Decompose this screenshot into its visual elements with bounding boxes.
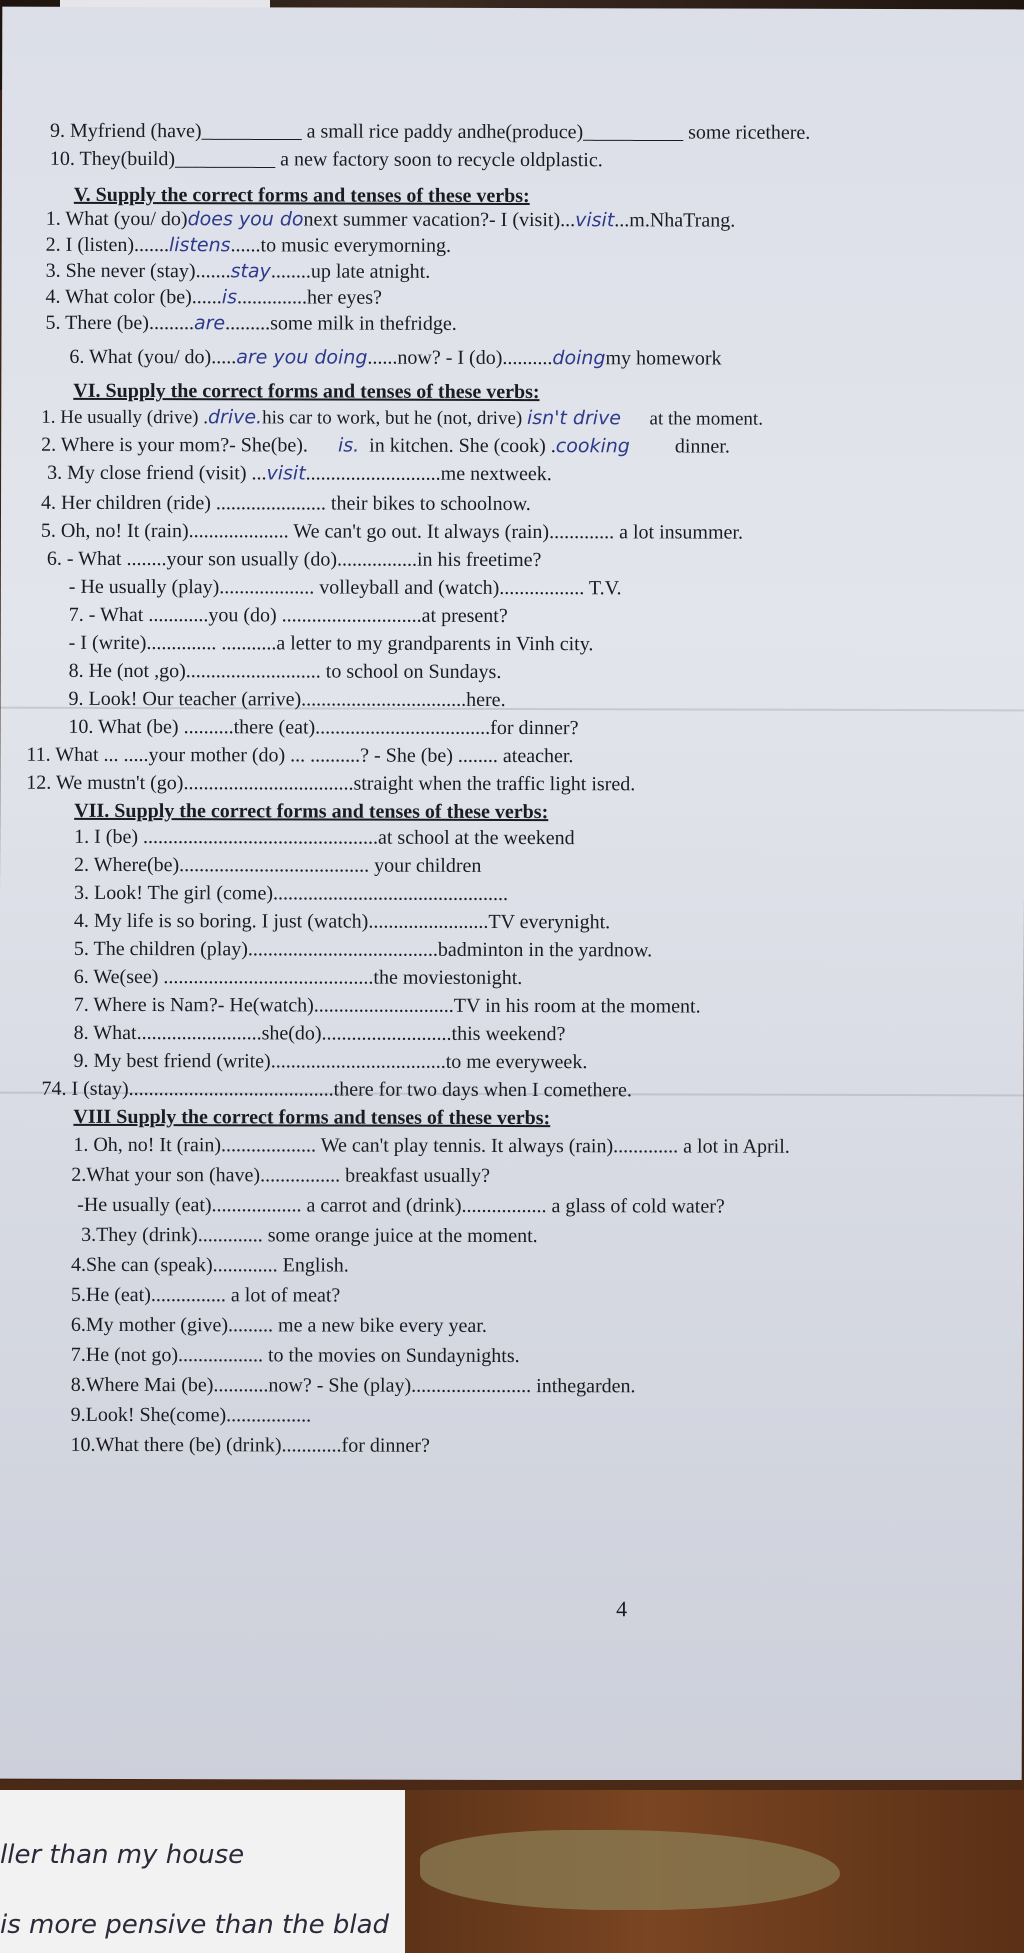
exercise-line: 5.He (eat)............... a lot of meat? [70, 1283, 341, 1307]
worksheet-content [0, 7, 1024, 1782]
exercise-line: 2. Where is your mom?- She(be). is. in kitchen. She (cook) .cooking dinner. [41, 433, 730, 458]
exercise-line: 9. Myfriend (have)__________ a small rice paddy andhe(produce)__________ some ricethere. [49, 119, 811, 144]
worksheet-page [0, 7, 1024, 1782]
exercise-line: 2. Where(be)...................................... your children [74, 853, 482, 877]
exercise-line: 1. I (be) ...............................................at school at the weekend [74, 825, 575, 850]
handwritten-answer: is [221, 286, 238, 309]
exercise-line: 1. What (you/ do)does you donext summer vacation?- I (visit)...visit...m.NhaTrang. [45, 207, 736, 232]
exercise-line: 3.They (drink)............. some orange juice at the moment. [81, 1223, 538, 1248]
handwritten-answer: does you do [187, 208, 304, 231]
exercise-line: 5. There (be).........are.........some milk in thefridge. [45, 311, 457, 335]
exercise-line: 5. Oh, no! It (rain).................... We can't go out. It always (rain)............. a lot insummer. [40, 519, 744, 544]
exercise-line: 8. He (not ,go)........................... to school on Sundays. [68, 659, 502, 683]
exercise-line: 8. What.........................she(do)..........................this weekend? [73, 1021, 566, 1046]
exercise-line: 8.Where Mai (be)...........now? - She (play)........................ inthegarden. [70, 1373, 636, 1398]
exercise-line: 4. My life is so boring. I just (watch)........................TV everynight. [73, 909, 611, 934]
exercise-line: 3. Look! The girl (come)............................................... [73, 881, 509, 905]
handwritten-note [0, 1790, 405, 1953]
exercise-line: 2. I (listen).......listens......to music everymorning. [45, 233, 452, 257]
exercise-line: 7.He (not go)................. to the movies on Sundaynights. [70, 1343, 520, 1368]
exercise-line: 10.What there (be) (drink)............for dinner? [70, 1433, 430, 1457]
exercise-line: 4.She can (speak)............. English. [70, 1253, 349, 1277]
exercise-line: 1. He usually (drive) .drive.his car to work, but he (not, drive) isn't drive at the moment. [41, 406, 764, 430]
handwritten-answer: are you doing [236, 346, 368, 369]
exercise-line: -He usually (eat).................. a carrot and (drink)................. a glass of cold water? [77, 1193, 725, 1218]
handwritten-answer: doing [552, 347, 606, 370]
section-heading: V. Supply the correct forms and tenses of these verbs: [73, 183, 530, 208]
handwritten-answer: listens [168, 234, 231, 257]
exercise-line: 74. I (stay).........................................there for two days when I comethere. [41, 1077, 632, 1102]
page-number: 4 [616, 1596, 628, 1622]
handwritten-answer: is. [337, 434, 360, 457]
handwritten-answer: drive. [207, 406, 263, 429]
exercise-line: 3. She never (stay).......stay........up late atnight. [45, 259, 431, 283]
exercise-line: 6.My mother (give)......... me a new bike every year. [70, 1313, 487, 1337]
exercise-line: 11. What ... .....your mother (do) ... ..........? - She (be) ........ ateacher. [26, 743, 574, 768]
exercise-line: 9.Look! She(come)................. [70, 1403, 312, 1427]
exercise-line: 10. They(build)__________ a new factory soon to recycle oldplastic. [49, 147, 603, 172]
exercise-line: 6. What (you/ do).....are you doing......now? - I (do)..........doingmy homework [69, 345, 722, 370]
exercise-line: - I (write).............. ...........a letter to my grandparents in Vinh city. [68, 631, 594, 656]
handwritten-answer: visit [575, 209, 615, 232]
note-line: is more pensive than the blad [0, 1910, 390, 1940]
handwritten-answer: cooking [555, 435, 630, 458]
section-heading: VII. Supply the correct forms and tenses of these verbs: [74, 799, 549, 824]
note-line: ller than my house [0, 1840, 245, 1870]
exercise-line: 2.What your son (have)................ breakfast usually? [71, 1163, 491, 1187]
exercise-line: 4. Her children (ride) ...................... their bikes to schoolnow. [40, 491, 531, 516]
handwritten-answer: stay [230, 260, 271, 283]
exercise-line: 12. We mustn't (go)..................................straight when the traffic light isred. [26, 771, 636, 796]
handwritten-answer: isn't drive [526, 407, 622, 430]
handwritten-answer: visit [266, 462, 306, 485]
exercise-line: 6. - What ........your son usually (do)................in his freetime? [46, 547, 542, 572]
exercise-line: - He usually (play)................... volleyball and (watch)................. T.V. [68, 575, 622, 600]
section-heading: VIII Supply the correct forms and tenses of these verbs: [73, 1105, 551, 1130]
exercise-line: 7. - What ............you (do) ............................at present? [68, 603, 508, 627]
section-heading: VI. Supply the correct forms and tenses of these verbs: [73, 379, 540, 404]
exercise-line: 10. What (be) ..........there (eat)...................................for dinner? [68, 715, 579, 740]
handwritten-answer: are [193, 312, 226, 335]
exercise-line: 4. What color (be)......is..............her eyes? [45, 285, 382, 309]
exercise-line: 9. Look! Our teacher (arrive).................................here. [68, 687, 506, 711]
exercise-line: 5. The children (play)......................................badminton in the yardnow. [73, 937, 653, 962]
exercise-line: 7. Where is Nam?- He(watch)............................TV in his room at the moment. [73, 993, 701, 1018]
exercise-line: 6. We(see) ..........................................the moviestonight. [73, 965, 523, 990]
exercise-line: 3. My close friend (visit) ...visit...........................me nextweek. [47, 461, 552, 486]
exercise-line: 9. My best friend (write)...................................to me everyweek. [73, 1049, 588, 1074]
exercise-line: 1. Oh, no! It (rain)................... We can't play tennis. It always (rain)............. a lot in April. [73, 1133, 790, 1158]
